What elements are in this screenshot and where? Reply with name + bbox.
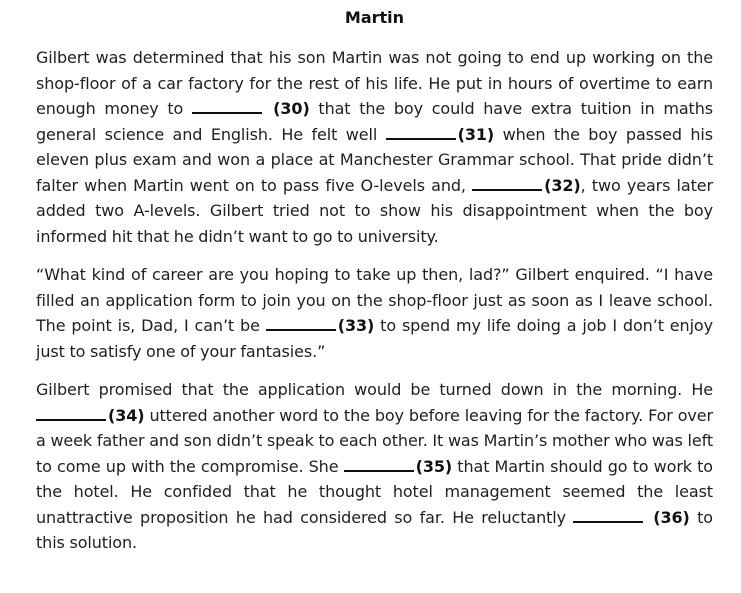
text-segment: Gilbert was determined that his son Martin was not going to end up working on the shop-floor of a car factory for the rest of his life. He put in hours of overtime to earn enough money to — [36, 48, 713, 118]
text-segment: to spend my life doing a job I don’t enjoy just to satisfy one of your fantasies.” — [36, 316, 713, 361]
blank-35[interactable] — [344, 456, 414, 472]
text-segment: that Martin should go to work to the hotel. He confided that he thought hotel management seemed the least unattractive proposition he had considered so far. He reluctantly — [36, 456, 713, 527]
question-number-35: (35) — [415, 456, 453, 476]
blank-30[interactable] — [192, 98, 262, 114]
blank-36[interactable] — [573, 507, 643, 523]
document-title: Martin — [344, 8, 405, 27]
blank-34[interactable] — [36, 405, 106, 421]
text-segment: when the boy passed his eleven plus exam and won a place at Manchester Grammar school. That pride didn’t falter when Martin went on to pass five O-levels and, — [36, 124, 714, 195]
question-number-31: (31) — [457, 124, 495, 144]
question-number-34: (34) — [108, 405, 145, 425]
paragraph-1 — [36, 45, 713, 249]
paragraph-3 — [36, 377, 713, 556]
question-number-32: (32) — [544, 175, 581, 195]
text-segment: Gilbert promised that the application would be turned down in the morning. He — [36, 380, 713, 399]
text-segment: to this solution. — [36, 507, 713, 552]
paragraph-2 — [36, 262, 713, 364]
document — [36, 0, 713, 556]
text-segment: that the boy could have extra tuition in maths general science and English. He felt well — [36, 99, 713, 144]
blank-31[interactable] — [386, 124, 456, 140]
question-number-36: (36) — [645, 507, 690, 527]
blank-32[interactable] — [472, 175, 542, 191]
question-number-33: (33) — [337, 316, 375, 335]
text-segment: “What kind of career are you hoping to take up then, lad?” Gilbert enquired. “I have filled an application form to join you on the shop-floor just as soon as I leave school. The point is, Dad, I can’t be — [36, 265, 713, 335]
question-number-30: (30) — [263, 99, 310, 118]
blank-33[interactable] — [266, 315, 336, 331]
text-segment: uttered another word to the boy before leaving for the factory. For over a week father and son didn’t speak to each other. It was Martin’s mother who was left to come up with the compromise. She — [36, 405, 713, 476]
text-segment: , two years later added two A-levels. Gilbert tried not to show his disappointment when the boy informed hit that he didn’t want to go to university. — [36, 175, 713, 246]
